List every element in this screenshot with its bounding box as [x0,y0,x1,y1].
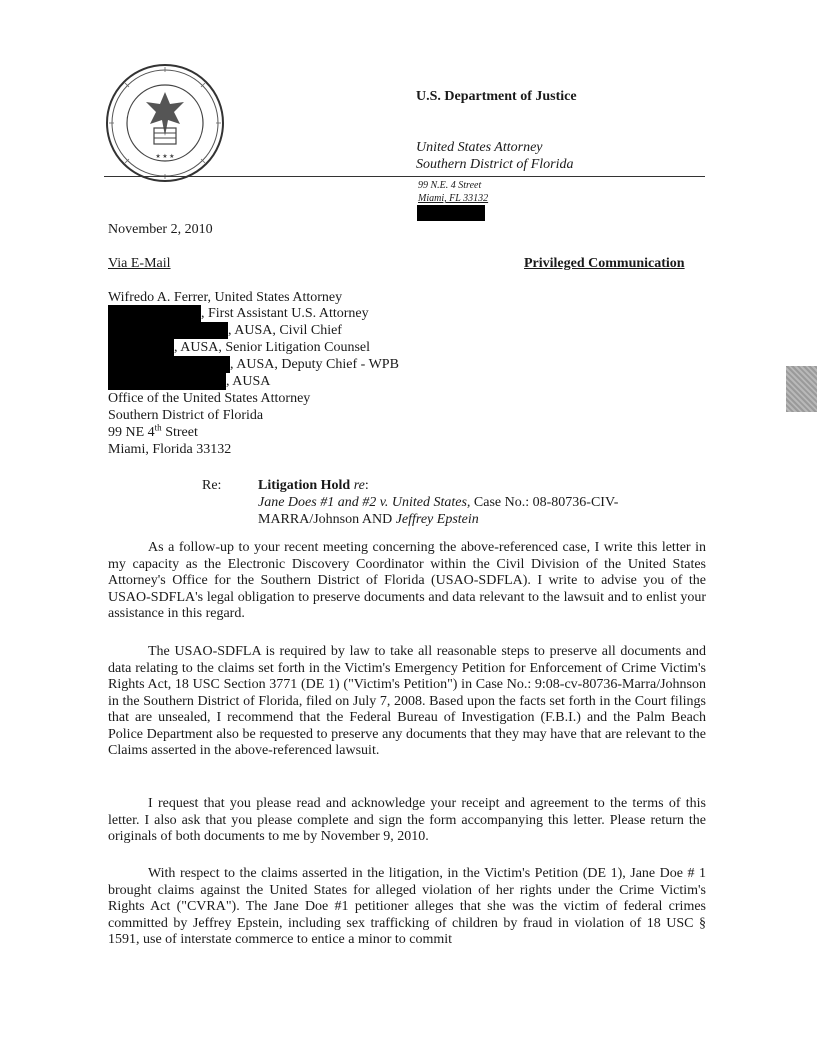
subject-colon: : [364,478,369,493]
subject-line-3 [258,512,479,529]
recipient-city: Miami, Florida 33132 [108,442,232,457]
subject-line-1 [258,478,369,495]
header-rule [104,176,705,177]
re-italic: re [350,478,365,493]
body-paragraph-2: The USAO-SDFLA is required by law to take all reasonable steps to preserve all documents and data relating to the claims set forth in the Victim's Emergency Petition for Enforcement of Crime Victim's Rights Act, 18 USC Section 3771 (DE 1) ("Victim's Petition") in Case No.: 9:08-cv-80736-Marra/Johnson in the Southern District of Florida, filed on July 7, 2008. Based upon the facts set forth in the Court filings that are unsealed, I recommend that the Federal Bureau of Investigation (F.B.I.) and the Palm Beach Police Department also be requested to preserve any documents that they may have that are relevant to the Claims asserted in the above-referenced lawsuit. [108,644,706,758]
address-line-2: Miami, FL 33132 [418,193,489,204]
redaction-block [417,205,485,221]
re-label: Re: [202,478,222,493]
case-number: Case No.: 08-80736-CIV- [470,495,619,510]
recipient-line-1: Wifredo A. Ferrer, United States Attorney [108,290,343,305]
letter-date: November 2, 2010 [108,222,213,237]
office-line-2: Southern District of Florida [416,157,574,172]
recipient-line-3: , AUSA, Civil Chief [228,323,342,338]
recipient-street [108,422,198,442]
redaction-block [108,373,226,390]
recipient-line-4: , AUSA, Senior Litigation Counsel [174,340,370,355]
case-judges: MARRA/Johnson AND [258,512,396,527]
scan-edge-mark [786,366,817,412]
recipient-line-5: , AUSA, Deputy Chief - WPB [230,357,399,372]
body-paragraph-3: I request that you please read and acknowledge your receipt and agreement to the terms of this letter. I also ask that you please complete and sign the form accompanying this letter. Please return the originals of both documents to me by November 9, 2010. [108,796,706,844]
subject-line-2 [258,495,618,512]
department-of-justice-seal [104,62,226,184]
street-suffix: th [154,422,162,433]
litigation-hold-label: Litigation Hold [258,478,351,493]
svg-text:★ ★ ★: ★ ★ ★ [155,154,175,160]
recipient-office: Office of the United States Attorney [108,391,311,406]
case-party: Jeffrey Epstein [395,512,479,527]
redaction-block [108,356,230,373]
delivery-method: Via E-Mail [108,256,171,271]
case-caption: Jane Does #1 and #2 v. United States, [258,495,471,510]
redaction-block [108,339,174,356]
office-line-1: United States Attorney [416,140,543,155]
body-paragraph-4: With respect to the claims asserted in the litigation, in the Victim's Petition (DE 1), Jane Doe # 1 brought claims against the United States for alleged violation of her rights under the Crime Victim's Rights Act ("CVRA"). The Jane Doe #1 petitioner alleges that she was the victim of federal crimes committed by Jeffrey Epstein, including sex trafficking of children by fraud in violation of 18 USC § 1591, use of interstate commerce to entice a minor to commit [108,866,706,947]
street-name: Street [161,425,198,440]
street-number: 99 NE 4 [108,425,155,440]
address-line-1: 99 N.E. 4 Street [418,180,482,191]
recipient-line-6: , AUSA [226,374,271,389]
seal-icon [104,62,226,184]
redaction-block [108,305,201,322]
classification-label: Privileged Communication [524,256,685,271]
agency-name: U.S. Department of Justice [416,89,577,104]
redaction-block [108,322,228,339]
body-paragraph-1: As a follow-up to your recent meeting concerning the above-referenced case, I write this letter in my capacity as the Electronic Discovery Coordinator within the Civil Division of the United States Attorney's Office for the Southern District of Florida (USAO-SDFLA). I write to advise you of the USAO-SDFLA's legal obligation to preserve documents and data relevant to the lawsuit and to enlist your assistance in this regard. [108,540,706,621]
recipient-line-2: , First Assistant U.S. Attorney [201,306,369,321]
recipient-district: Southern District of Florida [108,408,264,423]
